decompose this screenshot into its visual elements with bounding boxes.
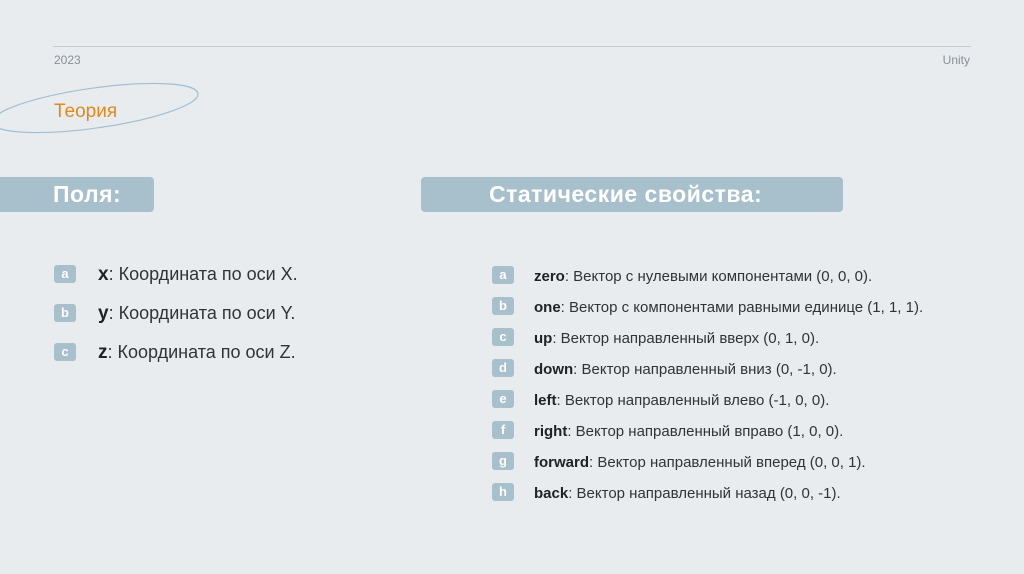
item-description: : Вектор с компонентами равными единице (1, 1, 1).: [560, 299, 924, 316]
item-keyword: forward: [534, 454, 590, 471]
year-label: 2023: [54, 53, 81, 67]
item-badge: c: [54, 343, 76, 361]
brand-label: Unity: [942, 53, 970, 67]
item-keyword: down: [534, 361, 574, 378]
list-item: [492, 265, 923, 296]
list-item: [492, 296, 923, 327]
list-item: [492, 451, 923, 482]
item-description: : Координата по оси Y.: [108, 303, 296, 323]
item-keyword: z: [98, 342, 108, 363]
item-description: : Вектор направленный вверх (0, 1, 0).: [552, 330, 820, 347]
list-item: [54, 301, 298, 340]
static-properties-list: [492, 265, 923, 513]
item-keyword: x: [98, 264, 109, 285]
item-badge: e: [492, 390, 514, 408]
item-badge: a: [492, 266, 514, 284]
item-description: : Координата по оси Z.: [107, 342, 296, 362]
item-keyword: zero: [534, 268, 565, 285]
list-item: [54, 340, 298, 379]
list-item: [492, 482, 923, 513]
item-badge: h: [492, 483, 514, 501]
item-keyword: left: [534, 392, 557, 409]
item-keyword: back: [534, 485, 569, 502]
item-badge: g: [492, 452, 514, 470]
fields-list: [54, 262, 298, 379]
fields-header: Поля:: [0, 177, 154, 212]
item-keyword: y: [98, 303, 109, 324]
section-title: Теория: [54, 101, 118, 122]
item-description: : Координата по оси X.: [108, 264, 298, 284]
list-item: [492, 358, 923, 389]
static-properties-header: Статические свойства:: [421, 177, 843, 212]
item-badge: c: [492, 328, 514, 346]
item-badge: f: [492, 421, 514, 439]
item-description: : Вектор с нулевыми компонентами (0, 0, 0).: [564, 268, 873, 285]
item-badge: b: [492, 297, 514, 315]
item-keyword: one: [534, 299, 561, 316]
list-item: [492, 420, 923, 451]
item-description: : Вектор направленный назад (0, 0, -1).: [568, 485, 841, 502]
item-description: : Вектор направленный вниз (0, -1, 0).: [573, 361, 837, 378]
item-description: : Вектор направленный влево (-1, 0, 0).: [556, 392, 830, 409]
item-description: : Вектор направленный вправо (1, 0, 0).: [567, 423, 844, 440]
item-badge: b: [54, 304, 76, 322]
item-keyword: right: [534, 423, 568, 440]
list-item: [492, 327, 923, 358]
item-badge: d: [492, 359, 514, 377]
item-keyword: up: [534, 330, 553, 347]
top-divider: [53, 46, 971, 47]
item-badge: a: [54, 265, 76, 283]
item-description: : Вектор направленный вперед (0, 0, 1).: [589, 454, 866, 471]
list-item: [492, 389, 923, 420]
list-item: [54, 262, 298, 301]
